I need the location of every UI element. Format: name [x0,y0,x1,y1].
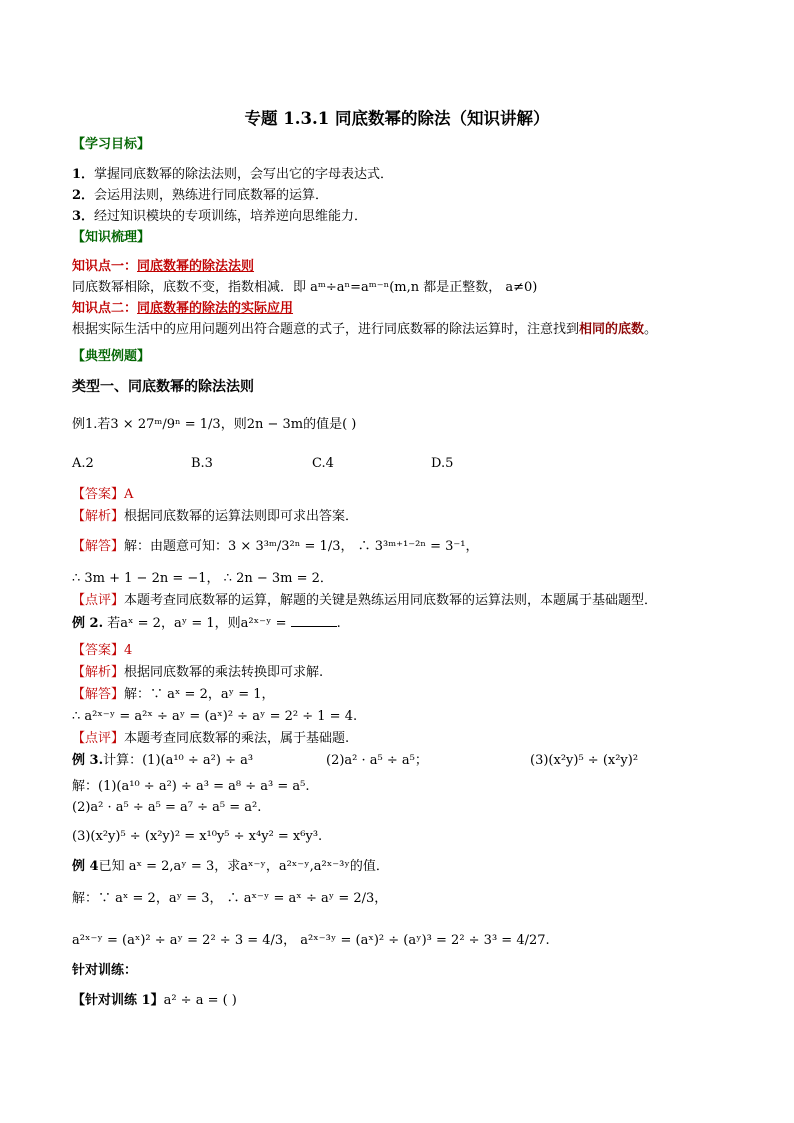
example-4-solution-2: a²ˣ⁻ʸ = (aˣ)² ÷ aʸ = 2² ÷ 3 = 4/3， a²ˣ⁻³ʸ = (aˣ)² ÷ (aʸ)³ = 2² ÷ 3³ = 4/27. [72,933,550,948]
example-2-question: 例 2. 若aˣ = 2，aʸ = 1，则a²ˣ⁻ʸ = . [72,616,341,631]
example-1-analysis: 【解析】根据同底数幂的运算法则即可求出答案． [72,509,359,524]
section-knowledge: 【知识梳理】 [72,230,151,245]
section-learning-goals: 【学习目标】 [72,137,151,152]
example-1-answer: 【答案】A [72,487,134,502]
practice-header: 针对训练： [72,963,138,978]
option-b: B.3 [191,456,213,471]
example-4-question: 例 4已知 aˣ = 2,aʸ = 3，求aˣ⁻ʸ，a²ˣ⁻ʸ,a²ˣ⁻³ʸ的值． [72,859,389,874]
example-2-analysis: 【解析】根据同底数幂的乘法转换即可求解. [72,665,324,680]
example-3-part-2: (2)a² · a⁵ ÷ a⁵； [326,753,428,768]
goal-item: 1．掌握同底数幂的除法法则，会写出它的字母表达式． [72,167,394,182]
knowledge-point-2-body: 根据实际生活中的应用问题列出符合题意的式子，进行同底数幂的除法运算时，注意找到相同的底数。 [72,322,658,337]
example-3-part-3: (3)(x²y)⁵ ÷ (x²y)² [530,753,639,768]
answer-blank [291,614,337,627]
example-2-comment: 【点评】本题考查同底数幂的乘法，属于基础题. [72,731,350,746]
page-title: 专题 1.3.1 同底数幂的除法（知识讲解） [244,109,550,128]
example-3-solution-2: (2)a² · a⁵ ÷ a⁵ = a⁷ ÷ a⁵ = a². [72,800,262,815]
option-a: A.2 [72,456,94,471]
example-1-solution-2: ∴ 3m + 1 − 2n = −1， ∴ 2n − 3m = 2． [72,571,333,586]
example-1-question: 例1.若3 × 27ᵐ/9ⁿ = 1/3，则2n − 3m的值是( ) [72,417,357,432]
example-2-answer: 【答案】4 [72,643,133,658]
practice-1-question: 【针对训练 1】a² ÷ a = ( ) [72,993,237,1008]
option-d: D.5 [431,456,454,471]
example-1-comment: 【点评】本题考查同底数幂的运算，解题的关键是熟练运用同底数幂的运算法则，本题属于基础题型． [72,593,658,608]
example-1-solution: 【解答】解：由题意可知：3 × 3³ᵐ/3²ⁿ = 1/3， ∴ 3³ᵐ⁺¹⁻²ⁿ = 3⁻¹， [72,539,479,554]
section-examples: 【典型例题】 [72,349,151,364]
option-c: C.4 [312,456,334,471]
example-3-solution-1: 解：(1)(a¹⁰ ÷ a²) ÷ a³ = a⁸ ÷ a³ = a⁵. [72,779,310,794]
knowledge-point-1-heading: 知识点一：同底数幂的除法法则 [72,259,255,274]
goal-item: 3．经过知识模块的专项训练，培养逆向思维能力． [72,209,368,224]
knowledge-point-1-body: 同底数幂相除，底数不变，指数相减．即 aᵐ÷aⁿ=aᵐ⁻ⁿ(m,n 都是正整数， a≠0) [72,280,538,295]
example-3-question: 例 3.计算：(1)(a¹⁰ ÷ a²) ÷ a³ [72,753,254,768]
type-1-heading: 类型一、同底数幂的除法法则 [72,379,254,395]
goal-item: 2．会运用法则，熟练进行同底数幂的运算． [72,188,329,203]
knowledge-point-2-heading: 知识点二：同底数幂的除法的实际应用 [72,301,294,316]
example-2-solution-2: ∴ a²ˣ⁻ʸ = a²ˣ ÷ aʸ = (aˣ)² ÷ aʸ = 2² ÷ 1 = 4. [72,709,358,724]
example-2-solution: 【解答】解：∵ aˣ = 2，aʸ = 1， [72,687,275,702]
example-4-solution-1: 解：∵ aˣ = 2，aʸ = 3， ∴ aˣ⁻ʸ = aˣ ÷ aʸ = 2/3， [72,891,388,906]
example-3-solution-3: (3)(x²y)⁵ ÷ (x²y)² = x¹⁰y⁵ ÷ x⁴y² = x⁶y³. [72,829,323,844]
